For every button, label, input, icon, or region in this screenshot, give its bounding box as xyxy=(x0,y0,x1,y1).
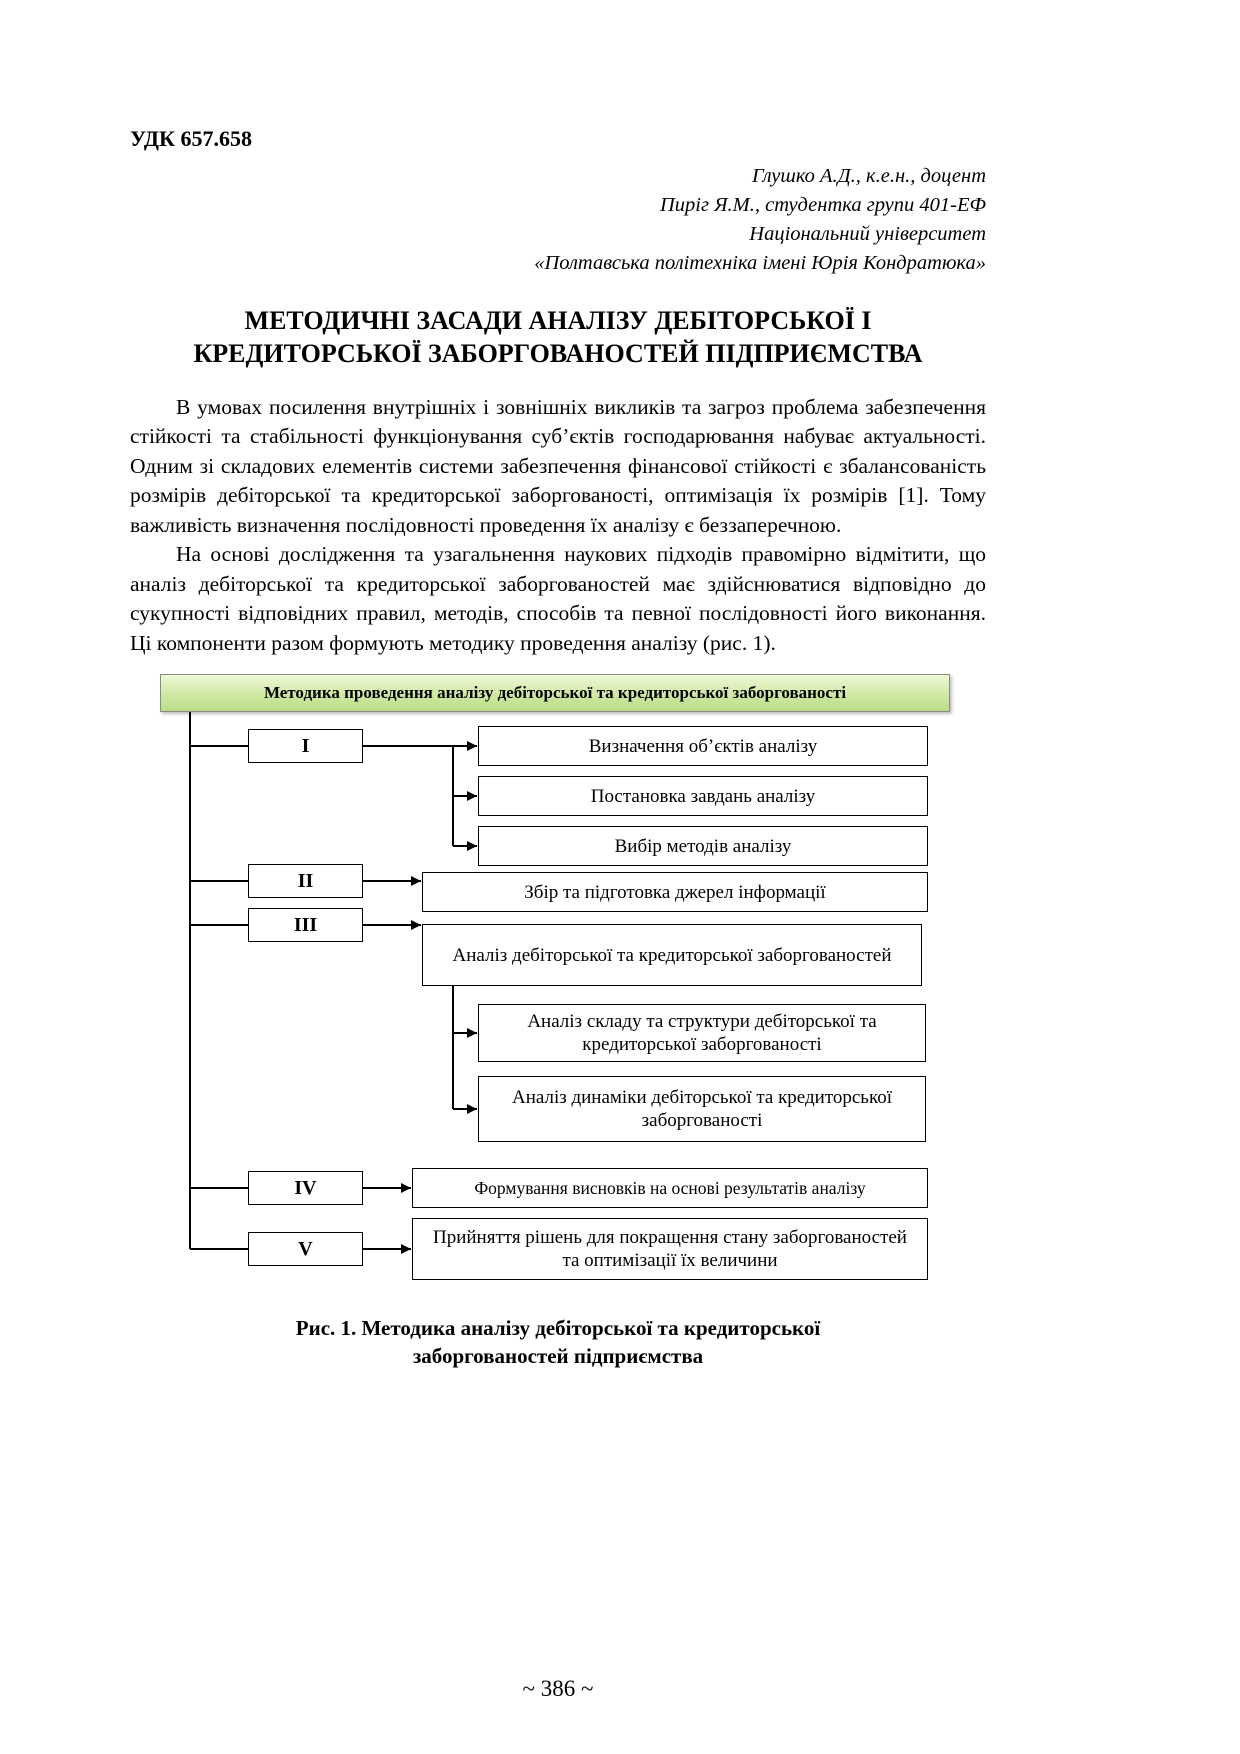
step-analysis-dynamics: Аналіз динаміки дебіторської та кредиторської заборгованості xyxy=(478,1076,926,1142)
author-line: Глушко А.Д., к.е.н., доцент xyxy=(752,165,986,187)
page-number: ~ 386 ~ xyxy=(522,1676,594,1701)
step-set-tasks: Постановка завдань аналізу xyxy=(478,776,928,816)
stage-box-5: V xyxy=(248,1232,363,1266)
udk-code: УДК 657.658 xyxy=(130,126,253,151)
flowchart-title-bar: Методика проведення аналізу дебіторської та кредиторської заборгованості xyxy=(160,674,950,712)
paragraph-1: В умовах посилення внутрішніх і зовнішніх викликів та загроз проблема забезпечення стійкості та стабільності функціонування суб’єктів господарювання набуває актуальності. Одним зі складових елементів системи забезпечення фінансової стійкості є збалансованість розмірів дебіторської та кредиторської заборгованості, оптимізація їх розмірів [1]. Тому важливість визначення послідовності проведення їх аналізу є беззаперечною. xyxy=(130,394,986,537)
stage-box-2: II xyxy=(248,864,363,898)
step-analysis-main: Аналіз дебіторської та кредиторської заборгованостей xyxy=(422,924,922,986)
author-line: Пиріг Я.М., студентка групи 401-ЕФ xyxy=(659,194,986,216)
stage-box-3: III xyxy=(248,908,363,942)
step-collect-sources: Збір та підготовка джерел інформації xyxy=(422,872,928,912)
step-decisions: Прийняття рішень для покращення стану заборгованостей та оптимізації їх величини xyxy=(412,1218,928,1280)
affiliation-line: «Полтавська політехніка імені Юрія Кондратюка» xyxy=(534,252,986,274)
article-title: МЕТОДИЧНІ ЗАСАДИ АНАЛІЗУ ДЕБІТОРСЬКОЇ І КРЕДИТОРСЬКОЇ ЗАБОРГОВАНОСТЕЙ ПІДПРИЄМСТВА xyxy=(193,306,923,369)
figure-1-flowchart xyxy=(160,674,950,1288)
figure-caption: Рис. 1. Методика аналізу дебіторської та кредиторської заборгованостей підприємства xyxy=(295,1316,821,1369)
paragraph-2: На основі дослідження та узагальнення наукових підходів правомірно відмітити, що аналіз дебіторської та кредиторської заборгованостей має здійснюватися відповідно до сукупності відповідних правил, методів, способів та певної послідовності його виконання. Ці компоненти разом формують методику проведення аналізу (рис. 1). xyxy=(130,542,986,655)
stage-box-1: I xyxy=(248,729,363,763)
stage-box-4: IV xyxy=(248,1171,363,1205)
step-define-objects: Визначення об’єктів аналізу xyxy=(478,726,928,766)
step-analysis-structure: Аналіз складу та структури дебіторської та кредиторської заборгованості xyxy=(478,1004,926,1062)
step-conclusions: Формування висновків на основі результатів аналізу xyxy=(412,1168,928,1208)
affiliation-line: Національний університет xyxy=(749,223,986,245)
step-choose-methods: Вибір методів аналізу xyxy=(478,826,928,866)
page-content xyxy=(130,126,986,1370)
author-block xyxy=(130,162,986,278)
